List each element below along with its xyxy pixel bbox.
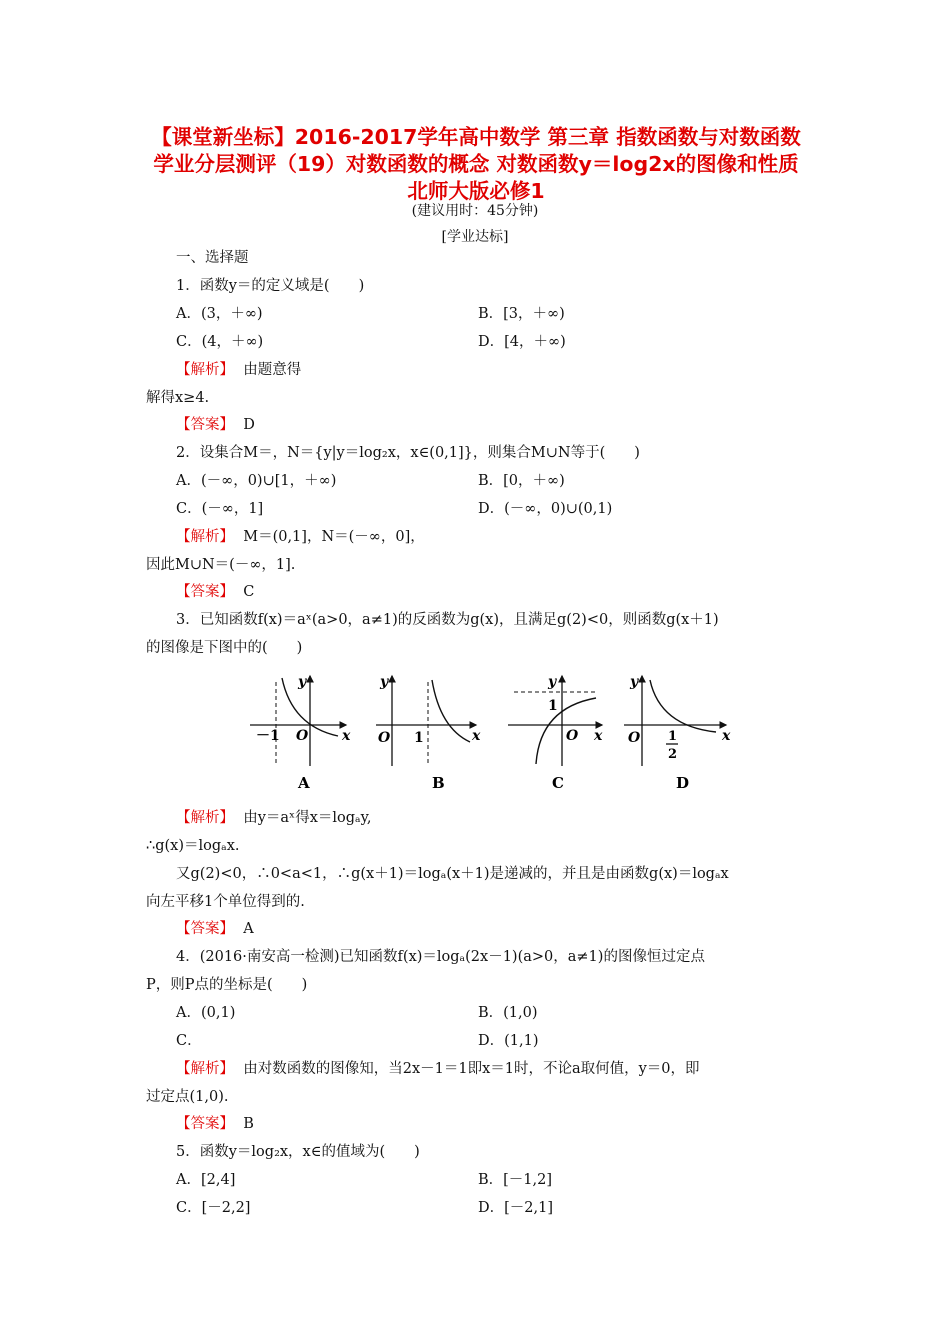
graph-d-x-label: x — [722, 728, 731, 744]
graph-c-origin: O — [566, 728, 579, 744]
q4-analysis-line2: 过定点(1,0). — [146, 1089, 229, 1105]
graph-c — [508, 674, 603, 792]
q3-analysis-text: 由y＝aˣ得x＝logₐy, — [243, 810, 372, 826]
q3-answer-value: A — [243, 921, 254, 937]
q4-stem-line2: P，则P点的坐标是( ) — [146, 977, 308, 993]
q3-graph-options — [246, 668, 736, 796]
graph-c-mark: 1 — [548, 698, 558, 714]
graph-d — [624, 674, 731, 792]
q2-option-c: C．(－∞，1] — [176, 501, 264, 517]
graph-d-fraction-numerator: 1 — [668, 729, 678, 744]
graph-b-x-label: x — [472, 728, 481, 744]
analysis-tag: 【解析】 — [176, 529, 234, 545]
q2-answer-value: C — [243, 584, 255, 600]
q1-stem: 1．函数y＝的定义域是( ) — [176, 278, 365, 294]
document-title: 【课堂新坐标】2016-2017学年高中数学 第三章 指数函数与对数函数 学业分层测评（19）对数函数的概念 对数函数y＝log2x的图像和性质 北师大版必修1 — [151, 125, 801, 203]
q1-option-c: C．(4，＋∞) — [176, 334, 264, 350]
q1-option-a: A．(3，＋∞) — [176, 306, 263, 322]
graph-b-label: B — [432, 774, 445, 792]
part-heading: 一、选择题 — [176, 250, 249, 266]
q4-option-b: B．(1,0) — [478, 1005, 538, 1021]
answer-tag: 【答案】 — [176, 584, 234, 600]
suggested-time: (建议用时：45分钟) — [411, 203, 539, 219]
q4-answer — [176, 1114, 254, 1134]
graph-a-x-label: x — [342, 728, 351, 744]
graph-d-fraction-denominator: 2 — [668, 747, 678, 762]
analysis-tag: 【解析】 — [176, 1061, 234, 1077]
q1-analysis — [176, 360, 301, 380]
q5-option-a: A．[2,4] — [176, 1172, 236, 1188]
q1-answer-value: D — [243, 417, 255, 433]
graph-c-y-label: y — [548, 674, 557, 690]
answer-tag: 【答案】 — [176, 1116, 234, 1132]
graph-b-y-label: y — [380, 674, 389, 690]
q3-stem-line2: 的图像是下图中的( ) — [146, 640, 303, 656]
q1-analysis-text: 由题意得 — [243, 362, 302, 378]
q1-option-b: B．[3，＋∞) — [478, 306, 565, 322]
q4-analysis-text: 由对数函数的图像知，当2x－1＝1即x＝1时，不论a取何值，y＝0，即 — [243, 1061, 700, 1077]
q5-option-b: B．[－1,2] — [478, 1172, 553, 1188]
graph-c-x-label: x — [594, 728, 603, 744]
graph-a-label: A — [298, 774, 310, 792]
graph-a-y-label: y — [298, 674, 307, 690]
q2-analysis — [176, 527, 425, 547]
q5-stem: 5．函数y＝log₂x，x∈的值域为( ) — [176, 1144, 420, 1160]
q5-option-c: C．[－2,2] — [176, 1200, 251, 1216]
graph-a-origin: O — [296, 728, 309, 744]
q2-analysis-text: M＝(0,1]，N＝(－∞，0]， — [243, 529, 425, 545]
q3-analysis — [176, 808, 372, 828]
graph-a — [250, 674, 351, 792]
graph-b — [376, 674, 481, 792]
q3-analysis-line2: ∴g(x)＝logₐx. — [146, 838, 240, 854]
q3-analysis-line3: 又g(2)<0，∴0<a<1，∴g(x＋1)＝logₐ(x＋1)是递减的，并且是由函数g(x)＝logₐx — [176, 866, 729, 882]
q2-answer — [176, 582, 254, 602]
q4-option-c: C． — [176, 1033, 202, 1049]
q4-stem: 4．(2016·南安高一检测)已知函数f(x)＝logₐ(2x－1)(a>0，a≠1)的图像恒过定点 — [176, 949, 705, 965]
q5-option-d: D．[－2,1] — [478, 1200, 553, 1216]
graph-b-origin: O — [378, 730, 391, 746]
graph-d-label: D — [676, 774, 690, 792]
q2-stem: 2．设集合M＝，N＝{y|y＝log₂x，x∈(0,1]}，则集合M∪N等于( ) — [176, 445, 640, 461]
graph-d-origin: O — [628, 730, 641, 746]
answer-tag: 【答案】 — [176, 417, 234, 433]
q1-analysis-line2: 解得x≥4. — [146, 390, 210, 406]
q4-option-d: D．(1,1) — [478, 1033, 539, 1049]
q3-analysis-line4: 向左平移1个单位得到的. — [146, 894, 305, 910]
q2-analysis-line2: 因此M∪N＝(－∞，1]. — [146, 557, 296, 573]
q2-option-b: B．[0，＋∞) — [478, 473, 565, 489]
analysis-tag: 【解析】 — [176, 362, 234, 378]
section-heading: [学业达标] — [441, 229, 509, 245]
q4-option-a: A．(0,1) — [176, 1005, 236, 1021]
q1-option-d: D．[4，＋∞) — [478, 334, 566, 350]
q1-answer — [176, 415, 255, 435]
q2-option-a: A．(－∞，0)∪[1，＋∞) — [176, 473, 337, 489]
answer-tag: 【答案】 — [176, 921, 234, 937]
q4-analysis — [176, 1059, 700, 1079]
graph-b-mark: 1 — [414, 730, 424, 746]
q4-answer-value: B — [243, 1116, 254, 1132]
q3-stem: 3．已知函数f(x)＝aˣ(a>0，a≠1)的反函数为g(x)，且满足g(2)<0，则函数g(x＋1) — [176, 612, 719, 628]
analysis-tag: 【解析】 — [176, 810, 234, 826]
graph-c-label: C — [552, 774, 564, 792]
graph-d-y-label: y — [630, 674, 639, 690]
q2-option-d: D．(－∞，0)∪(0,1) — [478, 501, 613, 517]
q3-answer — [176, 919, 254, 939]
graph-a-mark: －1 — [256, 728, 280, 744]
